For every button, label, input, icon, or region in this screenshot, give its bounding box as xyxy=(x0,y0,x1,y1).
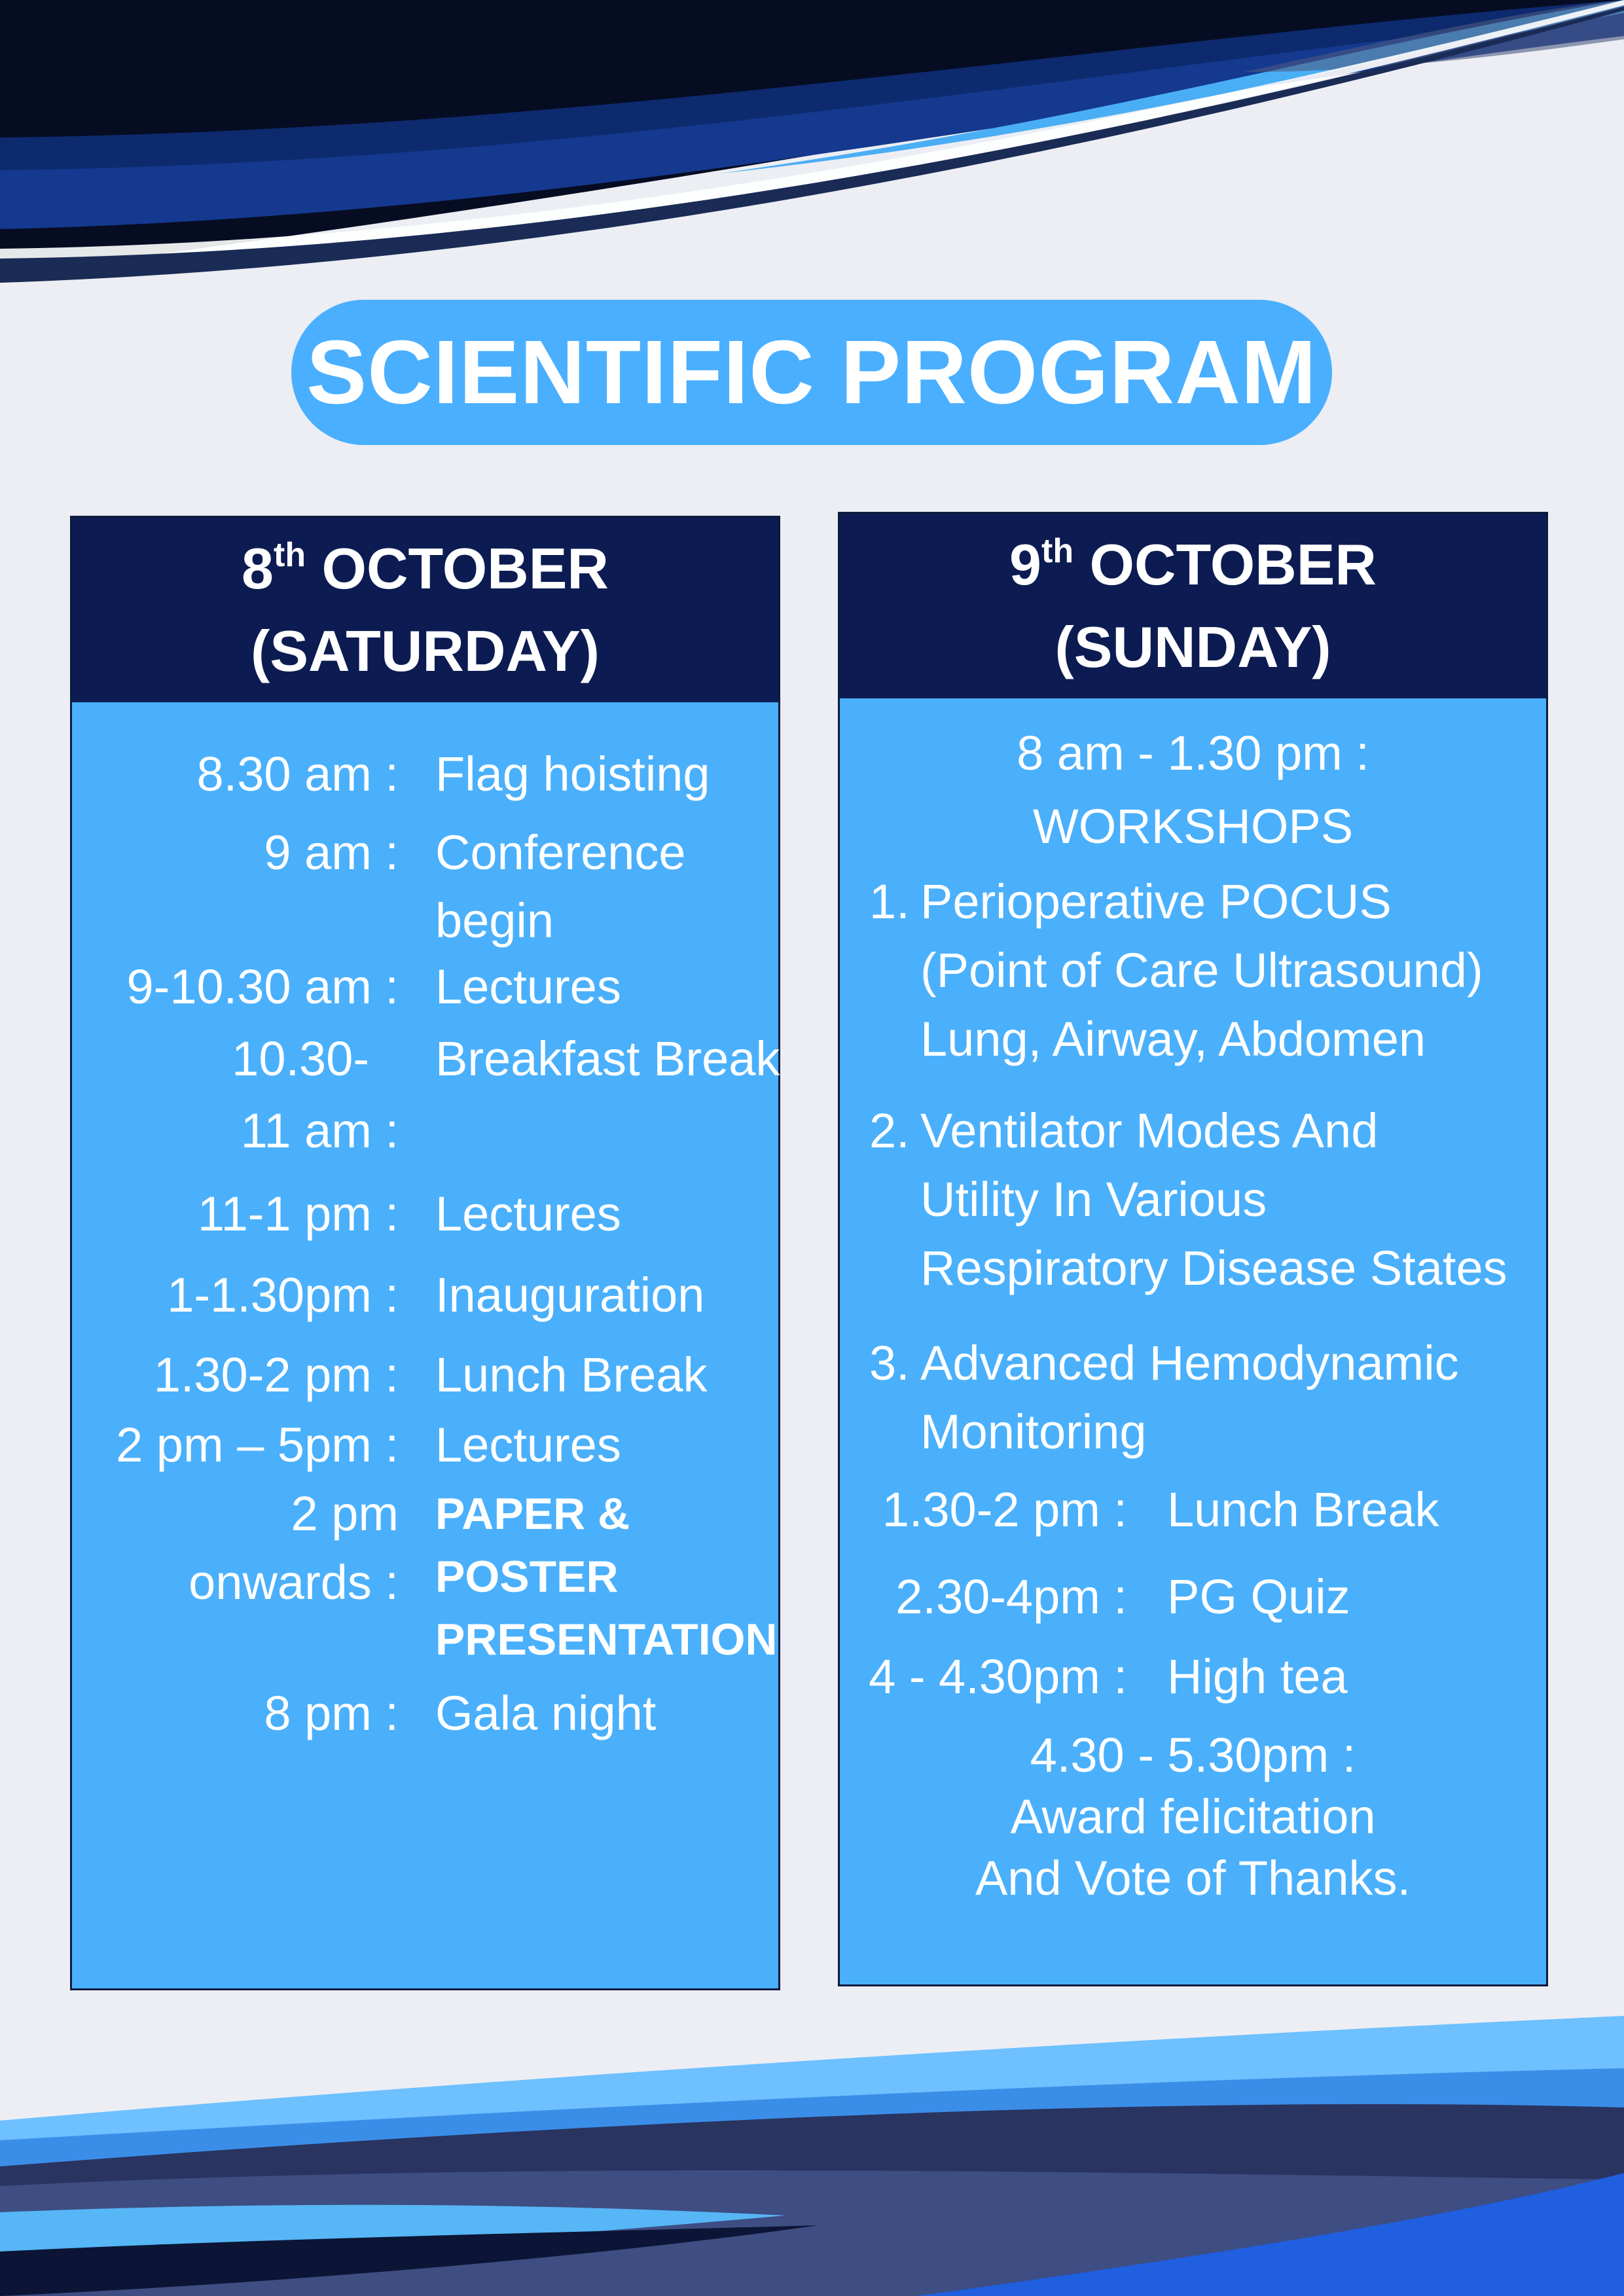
day2-weekday: (SUNDAY) xyxy=(1055,615,1331,679)
day2-header xyxy=(840,514,1546,698)
closing-line: Award felicitation xyxy=(1010,1789,1376,1844)
page-title: SCIENTIFIC PROGRAM xyxy=(306,321,1317,423)
closing-time: 4.30 - 5.30pm : xyxy=(1030,1728,1356,1782)
title-banner xyxy=(291,300,1332,445)
workshop-label: WORKSHOPS xyxy=(1032,799,1354,853)
day1-panel: 8th OCTOBER (SATURDAY) 8.30 am : Flag hoisting 9 am : Conference begin 9-10.30 am : Lectures 10.30- Breakfast Break 11 am : 11-1 pm : Lectures 1-1.30pm : Inauguration 1.30-2 pm : Lunch Break 2 pm – 5pm : Lectures 2 pm PAPER & POSTER PRESENTATION onwards : 8 pm : Gala night xyxy=(70,516,780,1990)
day1-weekday: (SATURDAY) xyxy=(251,619,600,683)
day2-date: 9th OCTOBER xyxy=(1009,532,1377,597)
day1-header xyxy=(72,518,778,702)
day2-panel: 9th OCTOBER (SUNDAY) 8 am - 1.30 pm : WORKSHOPS 1. Perioperative POCUS (Point of Care Ultrasound) Lung, Airway, Abdomen 2. Ventilator Modes And Utility In Various Respiratory Disease States 3. Advanced Hemodynamic Monitoring 1.30-2 pm : Lunch Break 2.30-4pm : PG Quiz 4 - 4.30pm : High tea 4.30 - 5.30pm : Award felicitation And Vote of Thanks. xyxy=(838,512,1548,1986)
day1-date: 8th OCTOBER xyxy=(242,536,609,601)
closing-line: And Vote of Thanks. xyxy=(975,1851,1411,1905)
workshop-time: 8 am - 1.30 pm : xyxy=(1017,726,1369,780)
